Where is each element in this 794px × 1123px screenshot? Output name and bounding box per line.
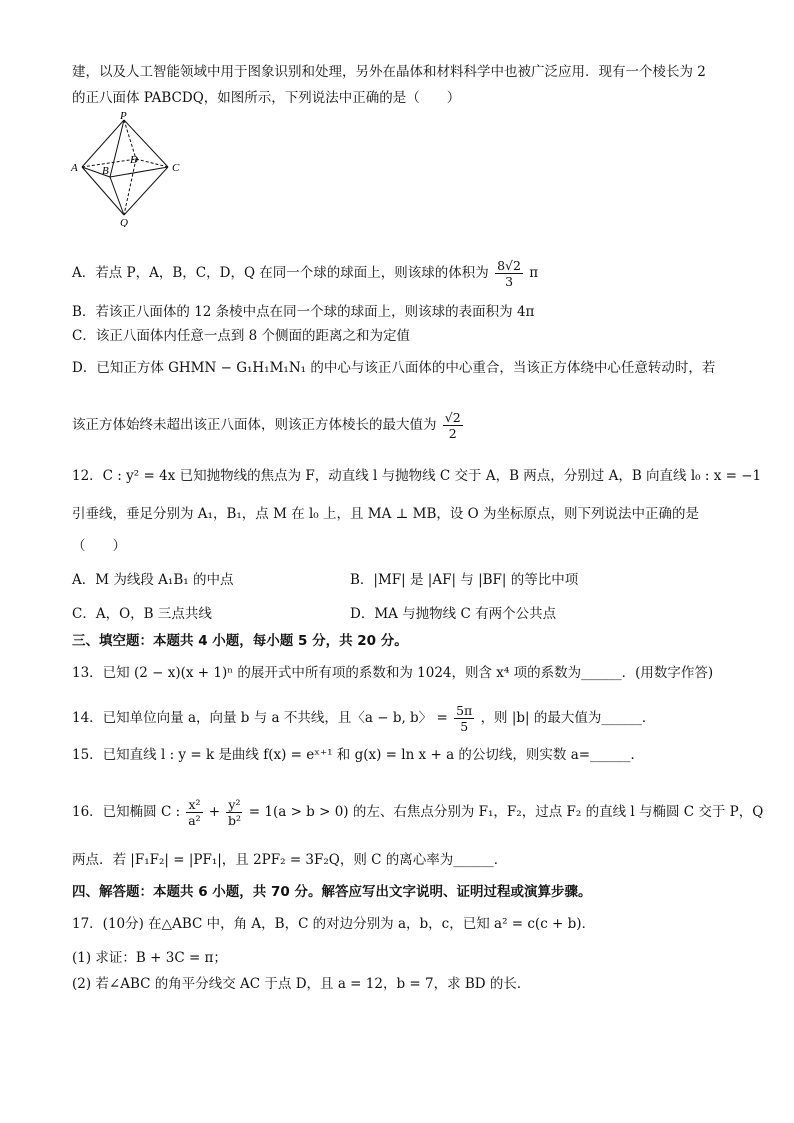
q11-option-b: B．若该正八面体的 12 条棱中点在同一个球的球面上，则该球的表面积为 4π [72, 304, 535, 320]
q17-stem: 17．(10分) 在△ABC 中，角 A，B，C 的对边分别为 a，b，c，已知 a² = c(c + b)． [72, 916, 596, 932]
q13: 13．已知 (2 − x)(x + 1)ⁿ 的展开式中所有项的系数和为 1024，则含 x⁴ 项的系数为______．(用数字作答) [72, 665, 714, 681]
q16-line-1: 16．已知椭圆 C : $\frac{\text{x²}}{\text{a²}}$ + $\frac{\text{y²}}{\text{b²}}$ = 1(a > b > 0) 的左、右焦点分别为 F₁，F₂，过点 F₂ 的直线 l 与椭圆 C 交于 P，Q [72, 797, 764, 828]
fraction: $\frac{8√2}{3}$ [497, 258, 521, 289]
q17-part-2: (2) 若∠ABC 的角平分线交 AC 于点 D，且 a = 12，b = 7，求 BD 的长． [72, 976, 531, 992]
octahedron-figure [68, 112, 188, 227]
section-4-heading: 四、解答题：本题共 6 小题，共 70 分。解答应写出文字说明、证明过程或演算步骤。 [72, 884, 592, 900]
q11-option-c: C．该正八面体内任意一点到 8 个侧面的距离之和为定值 [72, 328, 411, 344]
label-C: C [172, 162, 180, 174]
label-D: D [130, 154, 138, 166]
q11-option-a: A．若点 P，A，B，C，D，Q 在同一个球的球面上，则该球的体积为 $\frac{8√2}{3}$ π [72, 258, 539, 289]
q12-option-b: B．|MF| 是 |AF| 与 |BF| 的等比中项 [350, 572, 579, 588]
fraction: $\frac{\text{y²}}{\text{b²}}$ [227, 797, 241, 828]
label-P: P [120, 112, 127, 122]
q11-option-d-line-2: 该正方体始终未超出该正八面体，则该正方体棱长的最大值为 $\frac{√2}{2}$ [72, 410, 461, 441]
q12-line-2: 引垂线，垂足分别为 A₁，B₁，点 M 在 l₀ 上，且 MA ⊥ MB，设 O 为坐标原点，则下列说法中正确的是 [72, 506, 700, 522]
fraction: $\frac{5\pi}{5}$ [456, 703, 473, 734]
label-Q: Q [120, 217, 128, 227]
q15: 15．已知直线 l : y = k 是曲线 f(x) = eˣ⁺¹ 和 g(x) = ln x + a 的公切线，则实数 a=______． [72, 747, 645, 763]
q16-line-2: 两点．若 |F₁F₂| = |PF₁|，且 2PF₂ = 3F₂Q，则 C 的离心率为______． [72, 852, 508, 868]
fraction: $\frac{\text{x²}}{\text{a²}}$ [188, 797, 201, 828]
q12-line-1: 12．C : y² = 4x 已知抛物线的焦点为 F，动直线 l 与抛物线 C 交于 A，B 两点，分别过 A，B 向直线 l₀ : x = −1 [72, 468, 762, 484]
intro-line-2: 的正八面体 PABCDQ，如图所示，下列说法中正确的是（ ） [72, 90, 461, 106]
q12-option-c: C．A，O，B 三点共线 [72, 606, 212, 622]
q12-option-d: D．MA 与抛物线 C 有两个公共点 [350, 606, 557, 622]
q14: 14．已知单位向量 a，向量 b 与 a 不共线，且〈a − b, b〉 = $\frac{5\pi}{5}$ ，则 |b| 的最大值为______． [72, 703, 656, 734]
section-3-heading: 三、填空题：本题共 4 小题，每小题 5 分，共 20 分。 [72, 633, 408, 649]
label-B: B [102, 165, 109, 177]
label-A: A [71, 162, 78, 174]
intro-line-1: 建，以及人工智能领域中用于图象识别和处理，另外在晶体和材料科学中也被广泛应用．现有一个棱长为 2 [72, 64, 706, 80]
q12-line-3: （ ） [72, 538, 126, 554]
fraction: $\frac{√2}{2}$ [444, 410, 461, 441]
q12-option-a: A．M 为线段 A₁B₁ 的中点 [72, 572, 234, 588]
q11-option-d-line-1: D．已知正方体 GHMN − G₁H₁M₁N₁ 的中心与该正八面体的中心重合，当该正方体绕中心任意转动时，若 [72, 360, 716, 376]
q17-part-1: (1) 求证：B + 3C = π； [72, 950, 227, 966]
